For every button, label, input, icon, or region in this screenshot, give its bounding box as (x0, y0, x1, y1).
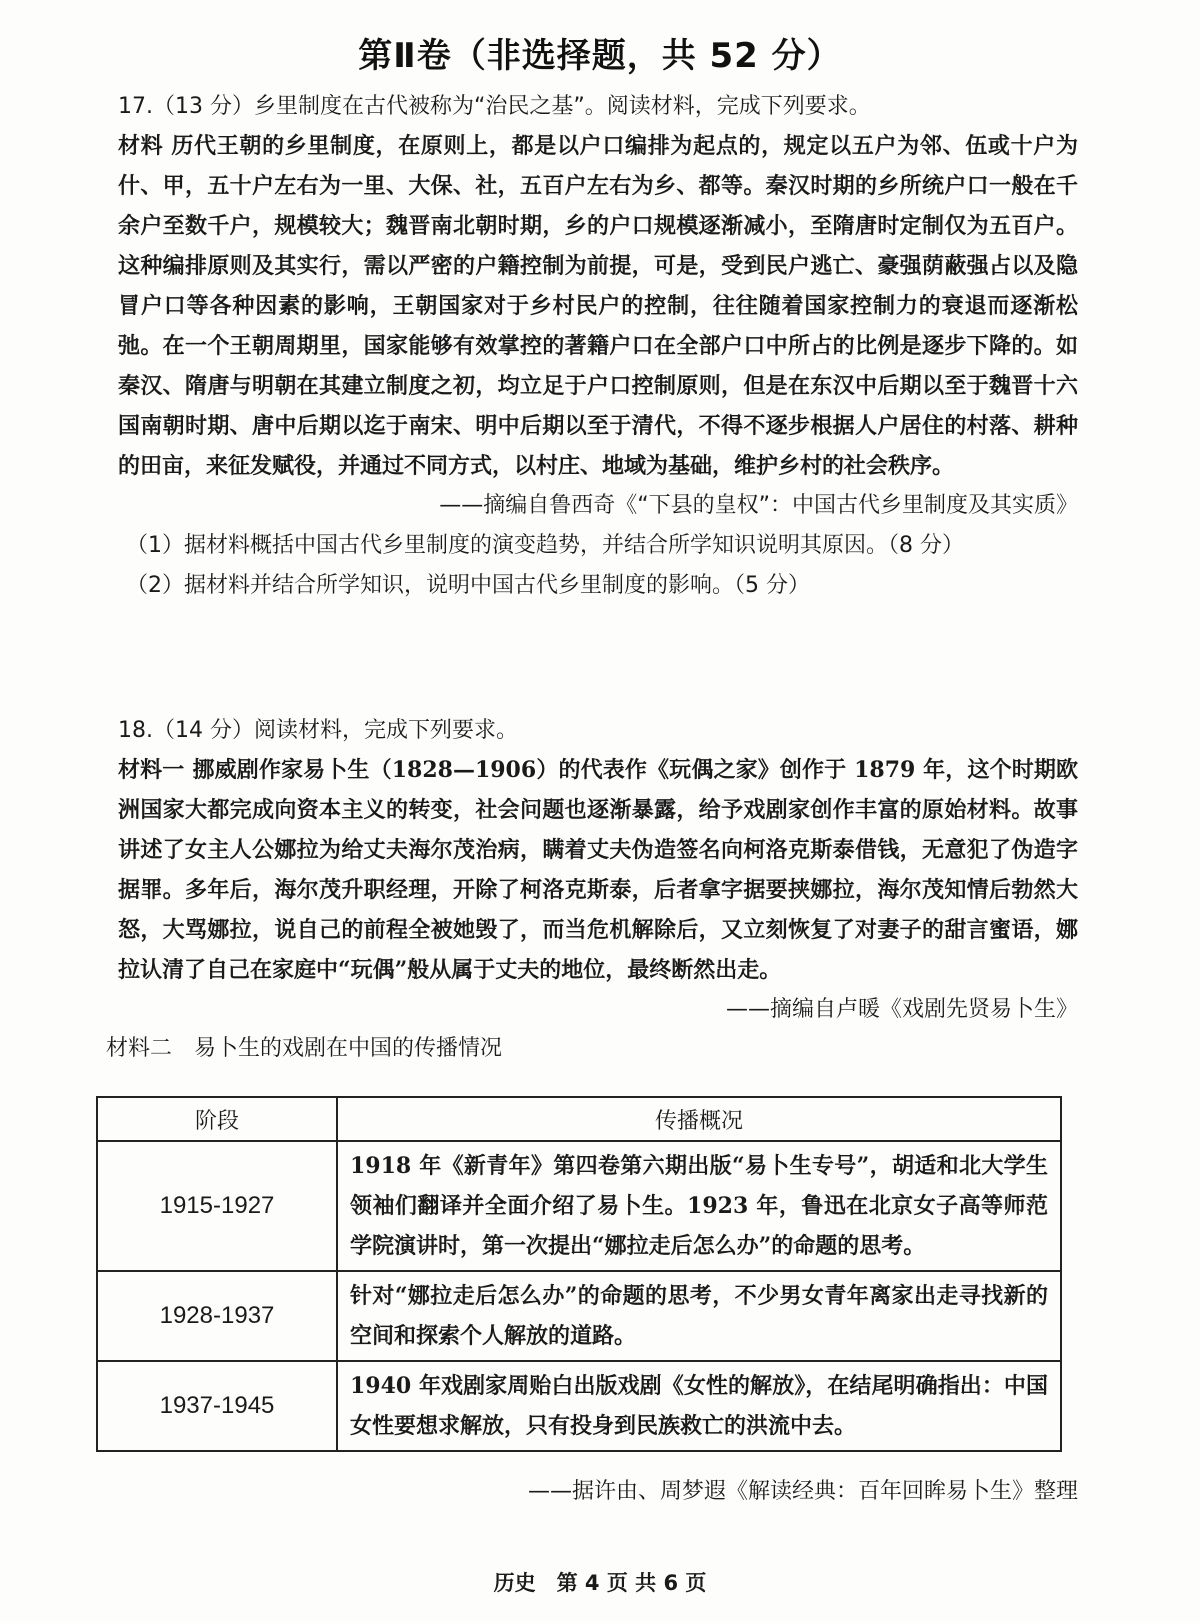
table-cell-stage: 1915-1927 (97, 1141, 337, 1271)
table-cell-desc: 针对“娜拉走后怎么办”的命题的思考，不少男女青年离家出走寻找新的空间和探索个人解放的道路。 (337, 1271, 1061, 1361)
table-header-overview: 传播概况 (337, 1097, 1061, 1141)
question-17-head: 17.（13 分）乡里制度在古代被称为“治民之基”。阅读材料，完成下列要求。 (118, 94, 871, 119)
question-18-source-1: ——摘编自卢暖《戏剧先贤易卜生》 (725, 997, 1078, 1022)
question-17-sub-1: （1）据材料概括中国古代乡里制度的演变趋势，并结合所学知识说明其原因。（8 分） (126, 533, 964, 558)
table-row (97, 1361, 1061, 1451)
table-cell-desc: 1940 年戏剧家周贻白出版戏剧《女性的解放》，在结尾明确指出：中国女性要想求解放，只有投身到民族救亡的洪流中去。 (337, 1361, 1061, 1451)
section-title: 第Ⅱ卷（非选择题，共 52 分） (358, 36, 842, 76)
spread-table (96, 1096, 1062, 1452)
table-header-row (97, 1097, 1061, 1141)
material-label: 材料 (118, 133, 164, 159)
table-cell-desc: 1918 年《新青年》第四卷第六期出版“易卜生专号”，胡适和北大学生领袖们翻译并全面介绍了易卜生。1923 年，鲁迅在北京女子高等师范学院演讲时，第一次提出“娜拉走后怎么办”的命题的思考。 (337, 1141, 1061, 1271)
question-18-head: 18.（14 分）阅读材料，完成下列要求。 (118, 718, 518, 743)
material-text: 历代王朝的乡里制度，在原则上，都是以户口编排为起点的，规定以五户为邻、伍或十户为什、甲，五十户左右为一里、大保、社，五百户左右为乡、都等。秦汉时期的乡所统户口一般在千余户至数千户，规模较大；魏晋南北朝时期，乡的户口规模逐渐减小，至隋唐时定制仅为五百户。这种编排原则及其实行，需以严密的户籍控制为前提，可是，受到民户逃亡、豪强荫蔽强占以及隐冒户口等各种因素的影响，王朝国家对于乡村民户的控制，往往随着国家控制力的衰退而逐渐松弛。在一个王朝周期里，国家能够有效掌控的著籍户口在全部户口中所占的比例是逐步下降的。如秦汉、隋唐与明朝在其建立制度之初，均立足于户口控制原则，但是在东汉中后期以至于魏晋十六国南朝时期、唐中后期以迄于南宋、明中后期以至于清代，不得不逐步根据人户居住的村落、耕种的田亩，来征发赋役，并通过不同方式，以村庄、地域为基础，维护乡村的社会秩序。 (118, 133, 1078, 479)
question-17-source: ——摘编自鲁西奇《“下县的皇权”：中国古代乡里制度及其实质》 (439, 493, 1078, 518)
question-17 (118, 88, 1078, 606)
question-18-material-1 (118, 750, 1078, 990)
question-17-material (118, 126, 1078, 486)
table-cell-stage: 1937-1945 (97, 1361, 337, 1451)
question-17-sub-2: （2）据材料并结合所学知识，说明中国古代乡里制度的影响。（5 分） (126, 573, 810, 598)
table-cell-stage: 1928-1937 (97, 1271, 337, 1361)
material-1-text: 挪威剧作家易卜生（1828—1906）的代表作《玩偶之家》创作于 1879 年，这个时期欧洲国家大都完成向资本主义的转变，社会问题也逐渐暴露，给予戏剧家创作丰富的原始材料。故事讲述了女主人公娜拉为给丈夫海尔茂治病，瞒着丈夫伪造签名向柯洛克斯泰借钱，无意犯了伪造字据罪。多年后，海尔茂升职经理，开除了柯洛克斯泰，后者拿字据要挟娜拉，海尔茂知情后勃然大怒，大骂娜拉，说自己的前程全被她毁了，而当危机解除后，又立刻恢复了对妻子的甜言蜜语，娜拉认清了自己在家庭中“玩偶”般从属于丈夫的地位，最终断然出走。 (118, 757, 1078, 983)
question-18-source-2: ——据许由、周梦遐《解读经典：百年回眸易卜生》整理 (527, 1479, 1078, 1504)
table-header-stage: 阶段 (97, 1097, 337, 1141)
material-1-label: 材料一 (118, 757, 185, 783)
page-footer: 历史 第 4 页 共 6 页 (493, 1571, 707, 1595)
question-18-source-2-wrap (118, 1472, 1078, 1512)
table-row (97, 1271, 1061, 1361)
question-18 (106, 712, 1078, 1068)
table-row (97, 1141, 1061, 1271)
material-2-title: 材料二 易卜生的戏剧在中国的传播情况 (106, 1036, 503, 1061)
